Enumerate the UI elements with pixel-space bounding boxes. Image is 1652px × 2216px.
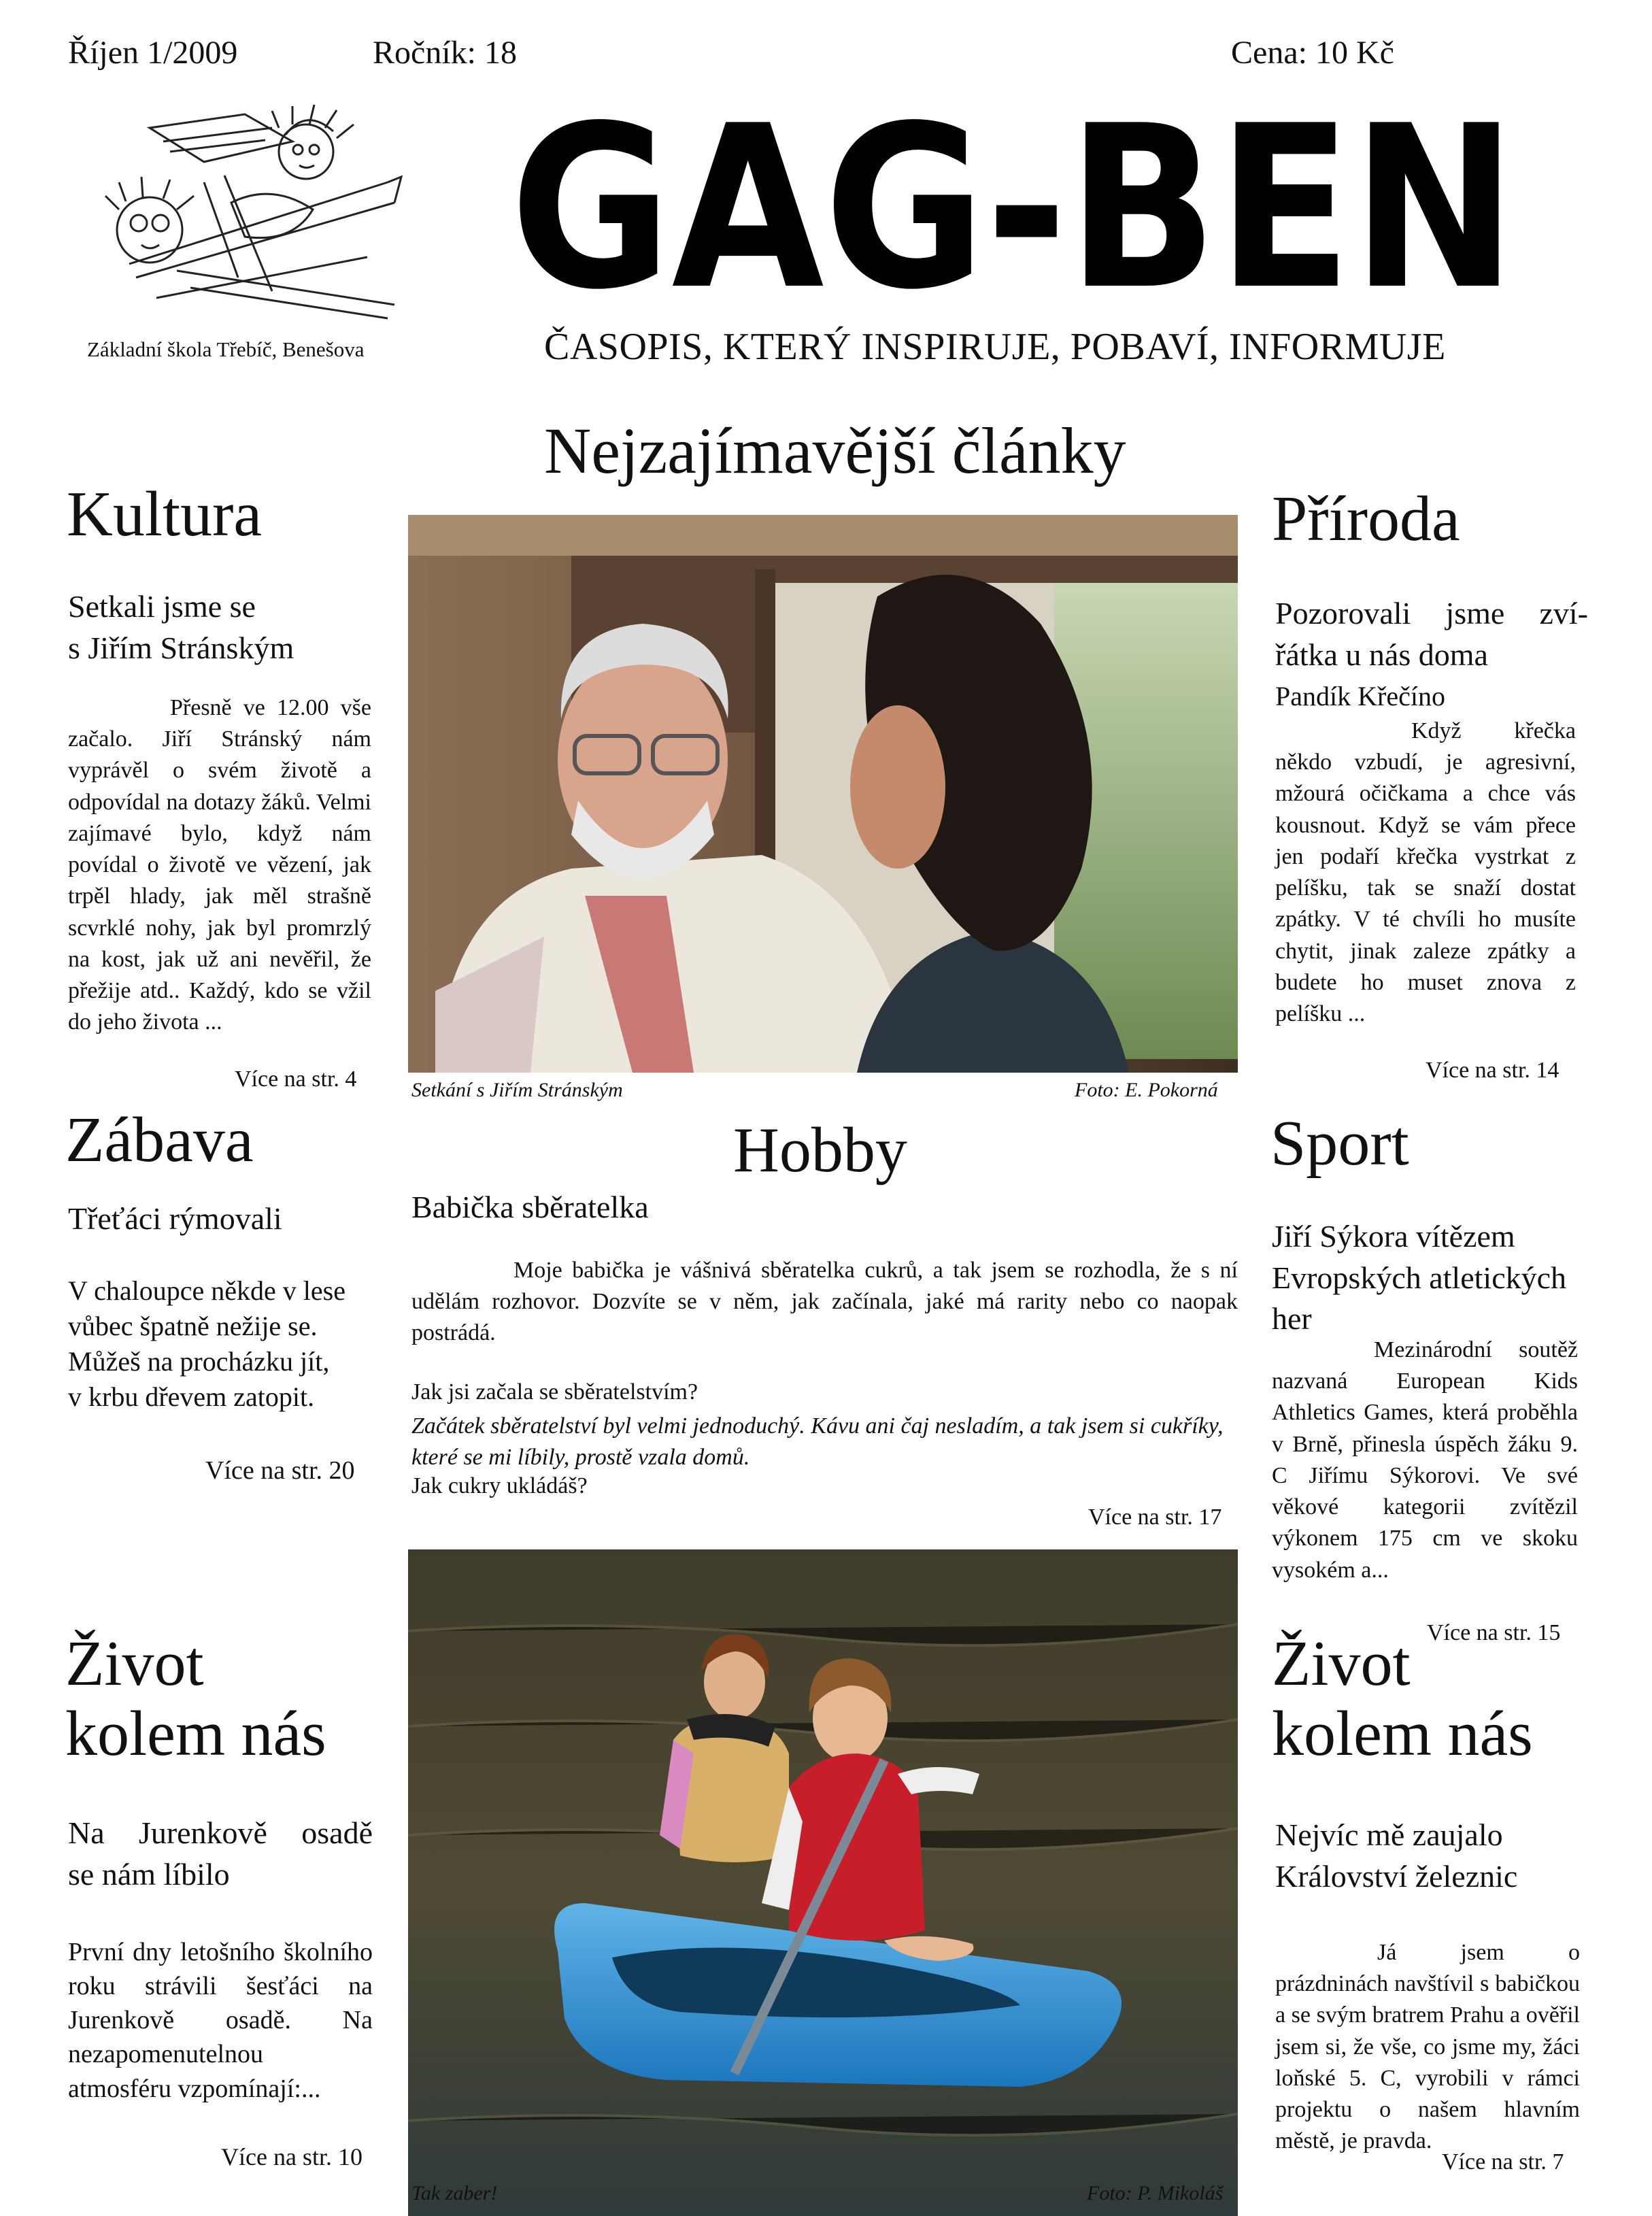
- kultura-body: Přesně ve 12.00 vše začalo. Jiří Stránský nám vyprávěl o svém životě a odpovídal na dotazy žáků. Velmi zajímavé bylo, když nám povídal o životě ve vězení, jak trpěl hlady, jak měl strašně scvrklé nohy, jak byl promrzlý na kost, jak už ani nevěřil, že přežije atd.. Každý, kdo se vžil do jeho života ...: [68, 695, 371, 1035]
- zivot-left-heading-line: Život: [65, 1628, 204, 1699]
- sport-subtitle-line: her: [1272, 1301, 1312, 1337]
- kultura-subtitle: [68, 586, 294, 669]
- zivot-right-heading-line: Život: [1272, 1628, 1411, 1699]
- photo-bottom-caption: Tak zaber!: [411, 2182, 498, 2204]
- volume-number: Ročník: 18: [373, 35, 517, 71]
- zivot-right-subtitle-line: Království železnic: [1275, 1858, 1518, 1894]
- zivot-right-subtitle-line: Nejvíc mě zaujalo: [1275, 1817, 1503, 1852]
- zivot-left-heading: [65, 1629, 326, 1770]
- hobby-heading: Hobby: [733, 1115, 907, 1186]
- zabava-more-link[interactable]: Více na str. 20: [205, 1456, 355, 1485]
- sport-subtitle: [1272, 1216, 1566, 1340]
- priroda-heading: Příroda: [1272, 484, 1460, 554]
- zivot-left-subtitle-line: se nám líbilo: [68, 1856, 230, 1892]
- tagline: ČASOPIS, KTERÝ INSPIRUJE, POBAVÍ, INFORMUJE: [544, 326, 1446, 368]
- hobby-question-1: Jak jsi začala se sběratelstvím?: [411, 1379, 698, 1405]
- photo-bottom-credit: Foto: P. Mikoláš: [1087, 2182, 1224, 2204]
- photo-canoe: [408, 1549, 1238, 2216]
- kultura-heading: Kultura: [67, 479, 263, 550]
- zabava-poem: [68, 1273, 345, 1415]
- zivot-right-subtitle: [1275, 1815, 1517, 1897]
- school-logo-drawing: [68, 101, 415, 325]
- poem-line: v krbu dřevem zatopit.: [68, 1381, 315, 1412]
- main-title: Nejzajímavější články: [544, 414, 1126, 487]
- priroda-more-link[interactable]: Více na str. 14: [1426, 1058, 1560, 1083]
- priroda-subtitle-line: řátka u nás doma: [1275, 637, 1488, 672]
- photo-top-caption: Setkání s Jiřím Stránským: [411, 1079, 623, 1101]
- sport-heading: Sport: [1270, 1108, 1409, 1179]
- hobby-question-2: Jak cukry ukládáš?: [411, 1473, 588, 1498]
- priroda-subtitle-line: Pozorovali jsme zví-: [1275, 596, 1588, 631]
- zivot-left-subtitle: [68, 1813, 373, 1895]
- kultura-subtitle-line: s Jiřím Stránským: [68, 630, 294, 665]
- hobby-answer-1: Začátek sběratelství byl velmi jednoduchý. Kávu ani čaj nesladím, a tak jsem si cukříky, které se mi líbily, prostě vzala domů.: [411, 1413, 1224, 1471]
- zivot-right-heading-line: kolem nás: [1272, 1698, 1533, 1770]
- priroda-subtitle-2: Pandík Křečíno: [1275, 681, 1445, 711]
- photo-top-credit: Foto: E. Pokorná: [1075, 1079, 1218, 1101]
- priroda-body: Když křečka někdo vzbudí, je agresivní, mžourá očičkama a chce vás kousnout. Když se vám přece jen podaří křečka vystrkat z pelíšku, tak se snaží dostat zpátky. V té chvíli ho musíte chytit, jinak zaleze zpátky a budete ho muset znova z pelíšku ...: [1275, 718, 1576, 1027]
- issue-date: Říjen 1/2009: [68, 35, 238, 71]
- masthead-text: GAG-BEN: [510, 95, 1517, 313]
- sport-subtitle-line: Jiří Sýkora vítězem: [1272, 1219, 1515, 1254]
- zivot-right-more-link[interactable]: Více na str. 7: [1442, 2149, 1564, 2175]
- hobby-subtitle: Babička sběratelka: [411, 1190, 649, 1224]
- sport-more-link[interactable]: Více na str. 15: [1427, 1620, 1561, 1645]
- poem-line: Můžeš na procházku jít,: [68, 1346, 330, 1377]
- sport-subtitle-line: Evropských atletických: [1272, 1260, 1567, 1295]
- kultura-subtitle-line: Setkali jsme se: [68, 589, 256, 624]
- zivot-left-body: První dny letošního školního roku strávili šesťáci na Jurenkově osadě. Na nezapomenutelnou atmosféru vzpomínají:...: [68, 1938, 373, 2103]
- poem-line: V chaloupce někde v lese: [68, 1275, 345, 1306]
- zivot-left-more-link[interactable]: Více na str. 10: [221, 2143, 363, 2170]
- zivot-right-heading: [1272, 1629, 1533, 1770]
- zabava-subtitle: Třeťáci rýmovali: [68, 1201, 282, 1236]
- zivot-left-heading-line: kolem nás: [65, 1698, 326, 1770]
- school-name: Základní škola Třebíč, Benešova: [87, 337, 365, 361]
- hobby-intro: Moje babička je vášnivá sběratelka cukrů, a tak jsem se rozhodla, že s ní udělám rozhovor. Dozvíte se v něm, jak začínala, jaké má rarity nebo co naopak postrádá.: [411, 1258, 1238, 1346]
- zivot-left-subtitle-line: Na Jurenkově osadě: [68, 1815, 373, 1850]
- masthead-logo: [503, 95, 1523, 313]
- hobby-more-link[interactable]: Více na str. 17: [1088, 1505, 1222, 1530]
- sport-body: Mezinárodní soutěž nazvaná European Kids Athletics Games, která proběhla v Brně, přinesla úspěch žáku 9. C Jiřímu Sýkorovi. Ve své věkové kategorii zvítězil výkonem 175 cm ve skoku vysokém a...: [1272, 1337, 1578, 1583]
- zabava-heading: Zábava: [65, 1105, 254, 1175]
- price: Cena: 10 Kč: [1231, 35, 1394, 71]
- poem-line: vůbec špatně nežije se.: [68, 1311, 318, 1341]
- photo-stransky: [408, 515, 1238, 1073]
- kultura-more-link[interactable]: Více na str. 4: [235, 1067, 357, 1092]
- zivot-right-body: Já jsem o prázdninách navštívil s babičkou a se svým bratrem Prahu a ověřil jsem si, že vše, co jsme my, žáci loňské 5. C, vyrobili v rámci projektu o našem hlavním městě, je pravda.: [1275, 1940, 1580, 2154]
- priroda-subtitle: [1275, 593, 1588, 675]
